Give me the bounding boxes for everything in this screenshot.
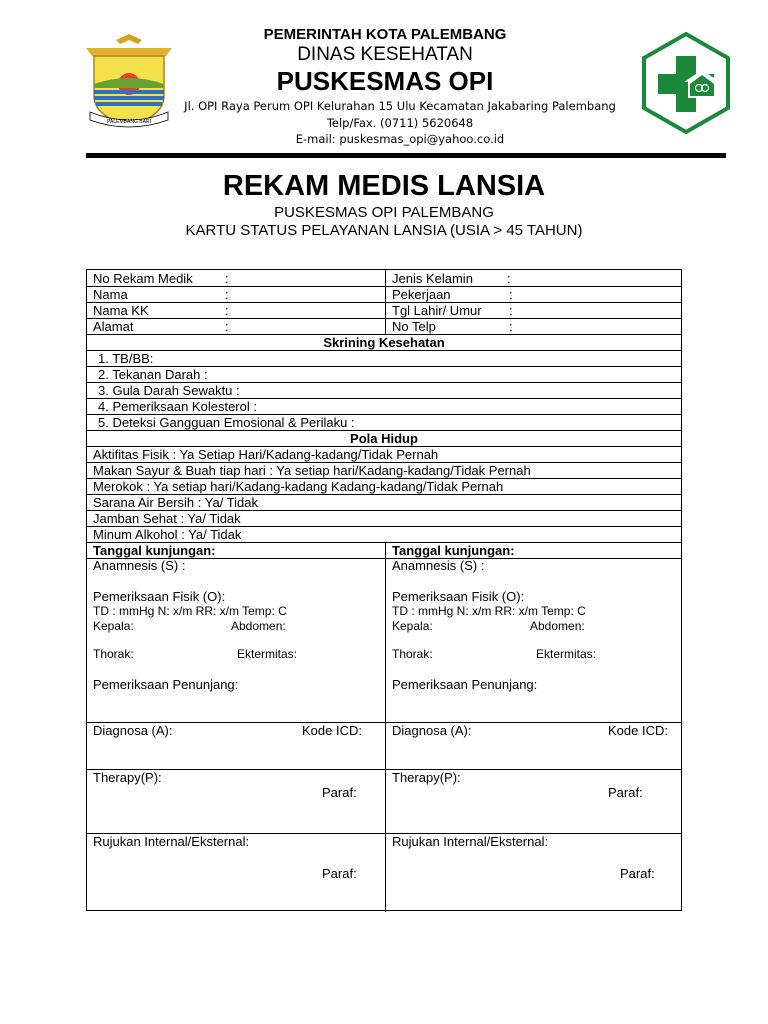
label-nama: Nama — [93, 287, 128, 302]
colon: : — [509, 319, 513, 334]
abdomen-label: Abdomen: — [231, 619, 286, 633]
label-pekerjaan: Pekerjaan — [392, 287, 451, 302]
label-nama-kk: Nama KK — [93, 303, 149, 318]
screening-item: 1. TB/BB: — [98, 351, 154, 366]
abdomen-label: Abdomen: — [530, 619, 585, 633]
puskesmas-logo — [640, 32, 732, 134]
lifestyle-item: Makan Sayur & Buah tiap hari : Ya setiap hari/Kadang-kadang/Tidak Pernah — [93, 463, 531, 478]
ekstremitas-label: Ektermitas: — [237, 647, 298, 661]
medical-record-form — [86, 269, 682, 911]
lifestyle-item: Sarana Air Bersih : Ya/ Tidak — [93, 495, 258, 510]
therapy-label: Therapy(P): — [392, 770, 461, 785]
kepala-label: Kepala: — [392, 619, 433, 633]
crest-caption: PALEMBANG BARI — [107, 119, 151, 125]
colon: : — [507, 271, 511, 286]
lifestyle-heading: Pola Hidup — [350, 431, 418, 446]
anamnesis-label: Anamnesis (S) : — [93, 558, 186, 573]
screening-item: 3. Gula Darah Sewaktu : — [98, 383, 240, 398]
rujukan-label: Rujukan Internal/Eksternal: — [93, 834, 250, 849]
vitals-line: TD : mmHg N: x/m RR: x/m Temp: C — [93, 604, 287, 618]
phone: Telp/Fax. (0711) 5620648 — [326, 116, 474, 130]
kepala-label: Kepala: — [93, 619, 134, 633]
government-name: PEMERINTAH KOTA PALEMBANG — [263, 26, 507, 43]
penunjang-label: Pemeriksaan Penunjang: — [392, 677, 538, 692]
visit-date-label: Tanggal kunjungan: — [93, 543, 216, 558]
lifestyle-item: Minum Alkohol : Ya/ Tidak — [93, 527, 242, 542]
lifestyle-item: Aktifitas Fisik : Ya Setiap Hari/Kadang-kadang/Tidak Pernah — [93, 447, 439, 462]
department-name: DINAS KESEHATAN — [297, 44, 473, 65]
lifestyle-item: Jamban Sehat : Ya/ Tidak — [93, 511, 241, 526]
physical-exam-label: Pemeriksaan Fisik (O): — [93, 589, 226, 604]
ekstremitas-label: Ektermitas: — [536, 647, 597, 661]
colon: : — [509, 303, 513, 318]
colon: : — [225, 319, 229, 334]
thorak-label: Thorak: — [392, 647, 433, 661]
subtitle-2: KARTU STATUS PELAYANAN LANSIA (USIA > 45 TAHUN) — [185, 222, 583, 239]
rujukan-label: Rujukan Internal/Eksternal: — [392, 834, 549, 849]
header-divider — [86, 153, 726, 158]
colon: : — [509, 287, 513, 302]
anamnesis-label: Anamnesis (S) : — [392, 558, 485, 573]
subtitle-1: PUSKESMAS OPI PALEMBANG — [274, 204, 494, 221]
colon: : — [225, 303, 229, 318]
label-no-telp: No Telp — [392, 319, 436, 334]
page-title: REKAM MEDIS LANSIA — [222, 170, 546, 202]
paraf-label: Paraf: — [322, 785, 357, 800]
colon: : — [225, 271, 229, 286]
paraf-label: Paraf: — [608, 785, 643, 800]
vitals-line: TD : mmHg N: x/m RR: x/m Temp: C — [392, 604, 586, 618]
label-alamat: Alamat — [93, 319, 134, 334]
label-jenis-kelamin: Jenis Kelamin — [392, 271, 473, 286]
icd-label: Kode ICD: — [302, 723, 362, 738]
diagnosa-label: Diagnosa (A): — [93, 723, 173, 738]
label-tgl-lahir: Tgl Lahir/ Umur — [392, 303, 482, 318]
label-no-rekam-medik: No Rekam Medik — [93, 271, 193, 286]
icd-label: Kode ICD: — [608, 723, 668, 738]
paraf-label: Paraf: — [322, 866, 357, 881]
email: E-mail: puskesmas_opi@yahoo.co.id — [295, 132, 505, 146]
physical-exam-label: Pemeriksaan Fisik (O): — [392, 589, 525, 604]
puskesmas-name: PUSKESMAS OPI — [276, 66, 494, 96]
penunjang-label: Pemeriksaan Penunjang: — [93, 677, 239, 692]
therapy-label: Therapy(P): — [93, 770, 162, 785]
paraf-label: Paraf: — [620, 866, 655, 881]
screening-item: 5. Deteksi Gangguan Emosional & Perilaku : — [98, 415, 355, 430]
screening-item: 2. Tekanan Darah : — [98, 367, 208, 382]
lifestyle-item: Merokok : Ya setiap hari/Kadang-kadang Kadang-kadang/Tidak Pernah — [93, 479, 504, 494]
thorak-label: Thorak: — [93, 647, 134, 661]
address: Jl. OPI Raya Perum OPI Kelurahan 15 Ulu Kecamatan Jakabaring Palembang — [184, 99, 616, 113]
screening-heading: Skrining Kesehatan — [323, 335, 445, 350]
screening-item: 4. Pemeriksaan Kolesterol : — [98, 399, 257, 414]
colon: : — [225, 287, 229, 302]
diagnosa-label: Diagnosa (A): — [392, 723, 472, 738]
visit-date-label: Tanggal kunjungan: — [392, 543, 515, 558]
